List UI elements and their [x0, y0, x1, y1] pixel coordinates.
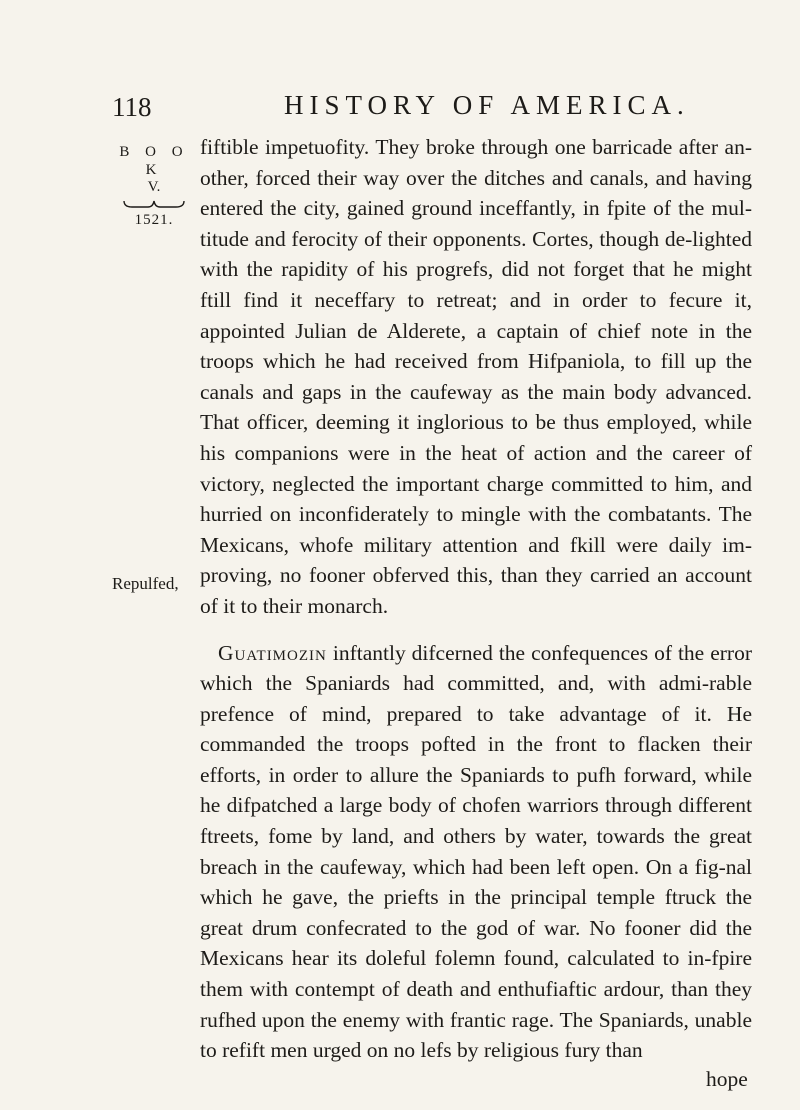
- margin-book-marker: [112, 143, 196, 229]
- paragraph-2: [200, 638, 752, 1066]
- body-text: [200, 132, 752, 1066]
- paragraph-2-text: inftantly difcerned the confequences of the error which the Spaniards had committed, and, with admi-rable prefence of mind, prepared to take advantage of it. He commanded the troops pofted in the front to flacken their efforts, in order to allure the Spaniards to pufh forward, while he difpatched a large body of chofen warriors through different ftreets, fome by land, and others by water, towards the great breach in the caufeway, which had been left open. On a fig-nal which he gave, the priefts in the principal temple ftruck the great drum confecrated to the god of war. No fooner did the Mexicans hear its doleful folemn found, calculated to in-fpire them with contempt of death and enthufiaftic ardour, than they rufhed upon the enemy with frantic rage. The Spaniards, unable to refift men urged on no lefs by religious fury than: [200, 640, 752, 1063]
- page-number: 118: [112, 92, 152, 122]
- paragraph-1: fiftible impetuofity. They broke through one barricade after an-other, forced their way over the ditches and canals, and having entered the city, gained ground inceffantly, in fpite of the mul-titude and ferocity of their opponents. Cortes, though de-lighted with the rapidity of his progrefs, did not forget that he might ftill find it neceffary to retreat; and in order to fecure it, appointed Julian de Alderete, a captain of chief note in the troops which he had received from Hifpaniola, to fill up the canals and gaps in the caufeway as the main body advanced. That officer, deeming it inglorious to be thus employed, while his companions were in the heat of action and the career of victory, neglected the important charge committed to him, and hurried on inconfiderately to mingle with the combatants. The Mexicans, whofe military attention and fkill were daily im-proving, no fooner obferved this, than they carried an account of it to their monarch.: [200, 135, 752, 618]
- sidenote: Repulfed,: [112, 574, 179, 593]
- brace-icon: [122, 199, 186, 209]
- paragraph-2-lead: Guatimozin: [218, 640, 327, 665]
- running-head: HISTORY OF AMERICA.: [284, 90, 690, 120]
- catchword: hope: [706, 1067, 748, 1091]
- margin-volume: V.: [147, 179, 161, 195]
- margin-year: 1521.: [134, 212, 174, 228]
- margin-book-label: B O O K: [119, 144, 189, 178]
